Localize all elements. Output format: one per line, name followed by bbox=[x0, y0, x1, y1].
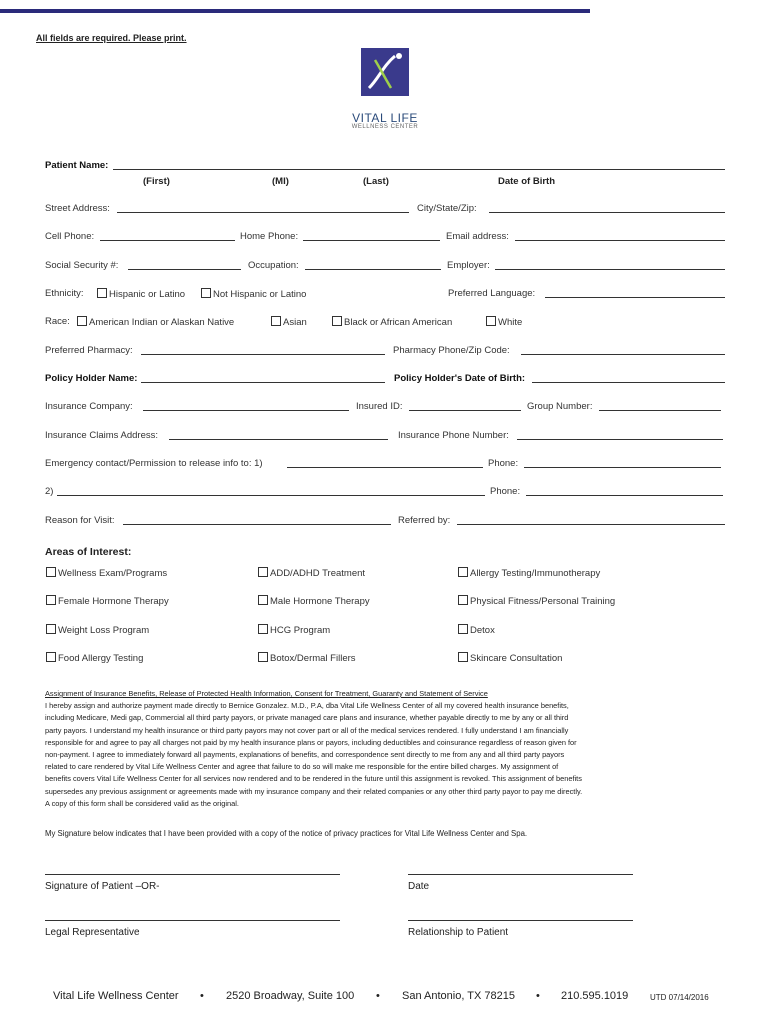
insurance-phone-label: Insurance Phone Number: bbox=[398, 430, 509, 441]
checkbox-icon bbox=[458, 652, 468, 662]
legal-title: Assignment of Insurance Benefits, Release of Protected Health Information, Consent for Treatment, Guaranty and Statement of Service bbox=[45, 689, 488, 698]
legal-line: responsible for and agree to pay all charges not paid by my health insurance plans or payors, including deductibles and coinsurance regardless of reason given for bbox=[45, 737, 577, 747]
footer-address: 2520 Broadway, Suite 100 bbox=[226, 990, 355, 1002]
checkbox-icon bbox=[458, 624, 468, 634]
legal-line: benefits covers Vital Life Wellness Center for all services now rendered and to be rendered in the future until this assignment is revoked. This assignment of benefits bbox=[45, 774, 582, 784]
email-label: Email address: bbox=[446, 231, 509, 242]
american-indian-option[interactable]: American Indian or Alaskan Native bbox=[77, 316, 234, 328]
logo-subtitle: WELLNESS CENTER bbox=[351, 124, 419, 130]
pharmacy-field[interactable] bbox=[141, 345, 385, 358]
legal-line: supersedes any previous assignment or agreements made with my insurance company and their related companies or any other third party payor to pay me directly. bbox=[45, 786, 583, 796]
date-label: Date bbox=[408, 881, 430, 892]
footer-name: Vital Life Wellness Center bbox=[53, 990, 179, 1002]
occupation-label: Occupation: bbox=[248, 260, 299, 271]
date-field[interactable] bbox=[408, 874, 633, 875]
white-option[interactable]: White bbox=[486, 316, 522, 328]
pharmacy-phone-field[interactable] bbox=[521, 345, 725, 358]
patient-signature-field[interactable] bbox=[45, 874, 340, 875]
checkbox-icon bbox=[46, 624, 56, 634]
emergency-field-1[interactable] bbox=[287, 458, 483, 471]
patient-name-row bbox=[45, 160, 725, 174]
policy-dob-field[interactable] bbox=[532, 373, 725, 386]
phone-1-field[interactable] bbox=[524, 458, 721, 471]
patient-name-field[interactable] bbox=[113, 160, 725, 173]
privacy-statement: My Signature below indicates that I have been provided with a copy of the notice of privacy practices for Vital Life Wellness Center and Spa. bbox=[45, 829, 528, 838]
hispanic-option[interactable]: Hispanic or Latino bbox=[97, 288, 185, 300]
pharmacy-label: Preferred Pharmacy: bbox=[45, 345, 133, 356]
emergency-label: Emergency contact/Permission to release info to: 1) bbox=[45, 458, 263, 469]
group-number-label: Group Number: bbox=[527, 401, 593, 412]
referred-field[interactable] bbox=[457, 515, 725, 528]
claims-row bbox=[45, 430, 725, 444]
legal-rep-field[interactable] bbox=[45, 920, 340, 921]
emergency-2-label: 2) bbox=[45, 486, 54, 497]
city-field[interactable] bbox=[489, 203, 725, 216]
ethnicity-label: Ethnicity: bbox=[45, 288, 84, 299]
street-field[interactable] bbox=[117, 203, 409, 216]
footer-bullet: • bbox=[536, 990, 540, 1002]
area-option[interactable]: Detox bbox=[458, 624, 495, 636]
area-option[interactable]: Female Hormone Therapy bbox=[46, 595, 169, 607]
ssn-label: Social Security #: bbox=[45, 260, 119, 271]
relationship-field[interactable] bbox=[408, 920, 633, 921]
reason-field[interactable] bbox=[123, 515, 391, 528]
legal-statement bbox=[45, 688, 725, 810]
not-hispanic-option[interactable]: Not Hispanic or Latino bbox=[201, 288, 306, 300]
insured-id-label: Insured ID: bbox=[356, 401, 403, 412]
race-label: Race: bbox=[45, 316, 70, 327]
legal-line: including Medicare, Medi gap, Commercial all third party payors, or private managed care plans and insurance, whether payable directly to me by any or all third bbox=[45, 713, 569, 723]
policy-holder-field[interactable] bbox=[141, 373, 385, 386]
insurance-company-field[interactable] bbox=[143, 401, 349, 414]
email-field[interactable] bbox=[515, 231, 725, 244]
pharmacy-phone-label: Pharmacy Phone/Zip Code: bbox=[393, 345, 510, 356]
city-label: City/State/Zip: bbox=[417, 203, 477, 214]
group-number-field[interactable] bbox=[599, 401, 721, 414]
referred-label: Referred by: bbox=[398, 515, 451, 526]
patient-signature-label: Signature of Patient –OR- bbox=[45, 881, 160, 892]
checkbox-icon bbox=[46, 595, 56, 605]
home-label: Home Phone: bbox=[240, 231, 299, 242]
legal-rep-label: Legal Representative bbox=[45, 927, 140, 938]
claims-address-field[interactable] bbox=[169, 430, 388, 443]
area-option[interactable]: Weight Loss Program bbox=[46, 624, 149, 636]
checkbox-icon bbox=[46, 652, 56, 662]
checkbox-icon bbox=[77, 316, 87, 326]
asian-option[interactable]: Asian bbox=[271, 316, 307, 328]
street-label: Street Address: bbox=[45, 203, 110, 214]
top-rule bbox=[0, 9, 590, 13]
phone-1-label: Phone: bbox=[488, 458, 519, 469]
required-note: All fields are required. Please print. bbox=[36, 33, 187, 43]
area-option[interactable]: Botox/Dermal Fillers bbox=[258, 652, 356, 664]
home-field[interactable] bbox=[303, 231, 440, 244]
language-label: Preferred Language: bbox=[448, 288, 536, 299]
checkbox-icon bbox=[201, 288, 211, 298]
checkbox-icon bbox=[258, 624, 268, 634]
black-option[interactable]: Black or African American bbox=[332, 316, 452, 328]
checkbox-icon bbox=[271, 316, 281, 326]
footer-bullet: • bbox=[200, 990, 204, 1002]
cell-label: Cell Phone: bbox=[45, 231, 95, 242]
area-option[interactable]: Food Allergy Testing bbox=[46, 652, 143, 664]
footer-city: San Antonio, TX 78215 bbox=[402, 990, 515, 1002]
checkbox-icon bbox=[458, 567, 468, 577]
occupation-field[interactable] bbox=[305, 260, 441, 273]
legal-line: party payors. I understand my health insurance or third party payors may not cover part or all of the medical services rendered. I fully understand I am financially bbox=[45, 725, 569, 735]
revision-date: UTD 07/14/2016 bbox=[650, 993, 709, 1002]
phone-2-field[interactable] bbox=[526, 486, 723, 499]
legal-line: non-payment. I agree to immediately forward all payments, explanations of benefits, and correspondence sent directly to me from any and all third party payors bbox=[45, 750, 565, 760]
ssn-row bbox=[45, 260, 725, 274]
ethnicity-row bbox=[45, 288, 725, 302]
checkbox-icon bbox=[97, 288, 107, 298]
logo-name: VITAL LIFE bbox=[352, 111, 418, 125]
checkbox-icon bbox=[332, 316, 342, 326]
reason-row bbox=[45, 515, 725, 529]
area-option[interactable]: ADD/ADHD Treatment bbox=[258, 567, 365, 579]
areas-title: Areas of Interest: bbox=[45, 546, 132, 558]
mi-label: (MI) bbox=[272, 176, 289, 187]
patient-name-label: Patient Name: bbox=[45, 160, 109, 171]
language-field[interactable] bbox=[545, 288, 725, 301]
area-option[interactable]: Allergy Testing/Immunotherapy bbox=[458, 567, 600, 579]
logo-mark bbox=[361, 48, 409, 96]
dob-label: Date of Birth bbox=[498, 176, 555, 187]
emergency-row-1 bbox=[45, 458, 725, 472]
checkbox-icon bbox=[258, 567, 268, 577]
policy-holder-label: Policy Holder Name: bbox=[45, 373, 138, 384]
checkbox-icon bbox=[46, 567, 56, 577]
area-option[interactable]: Wellness Exam/Programs bbox=[46, 567, 167, 579]
area-option[interactable]: Male Hormone Therapy bbox=[258, 595, 370, 607]
legal-line: related to care rendered by Vital Life Wellness Center and agree that failure to do so will make me responsible for the entire billed charges. My assignment of bbox=[45, 762, 559, 772]
insured-id-field[interactable] bbox=[409, 401, 521, 414]
relationship-label: Relationship to Patient bbox=[408, 927, 509, 938]
logo bbox=[330, 48, 440, 132]
cell-field[interactable] bbox=[100, 231, 235, 244]
insurance-row bbox=[45, 401, 725, 415]
reason-label: Reason for Visit: bbox=[45, 515, 115, 526]
area-option[interactable]: Skincare Consultation bbox=[458, 652, 562, 664]
emergency-row-2 bbox=[45, 486, 725, 500]
claims-address-label: Insurance Claims Address: bbox=[45, 430, 158, 441]
street-row bbox=[45, 203, 725, 217]
first-label: (First) bbox=[143, 176, 170, 187]
footer-bullet: • bbox=[376, 990, 380, 1002]
checkbox-icon bbox=[258, 595, 268, 605]
employer-label: Employer: bbox=[447, 260, 490, 271]
pharmacy-row bbox=[45, 345, 725, 359]
checkbox-icon bbox=[258, 652, 268, 662]
legal-line: A copy of this form shall be considered valid as the original. bbox=[45, 798, 239, 808]
insurance-company-label: Insurance Company: bbox=[45, 401, 133, 412]
ssn-field[interactable] bbox=[128, 260, 241, 273]
area-option[interactable]: HCG Program bbox=[258, 624, 330, 636]
policy-dob-label: Policy Holder's Date of Birth: bbox=[394, 373, 526, 384]
race-row bbox=[45, 316, 725, 330]
policy-holder-row bbox=[45, 373, 725, 387]
checkbox-icon bbox=[486, 316, 496, 326]
emergency-field-2[interactable] bbox=[57, 486, 485, 499]
employer-field[interactable] bbox=[495, 260, 725, 273]
insurance-phone-field[interactable] bbox=[517, 430, 723, 443]
phone-row bbox=[45, 231, 725, 245]
checkbox-icon bbox=[458, 595, 468, 605]
phone-2-label: Phone: bbox=[490, 486, 521, 497]
last-label: (Last) bbox=[363, 176, 389, 187]
legal-line: I hereby assign and authorize payment made directly to Bernice Gonzalez. M.D., P.A, dba Vital Life Wellness Center of all my covered health insurance benefits, bbox=[45, 701, 569, 711]
area-option[interactable]: Physical Fitness/Personal Training bbox=[458, 595, 615, 607]
footer-phone: 210.595.1019 bbox=[561, 990, 629, 1002]
